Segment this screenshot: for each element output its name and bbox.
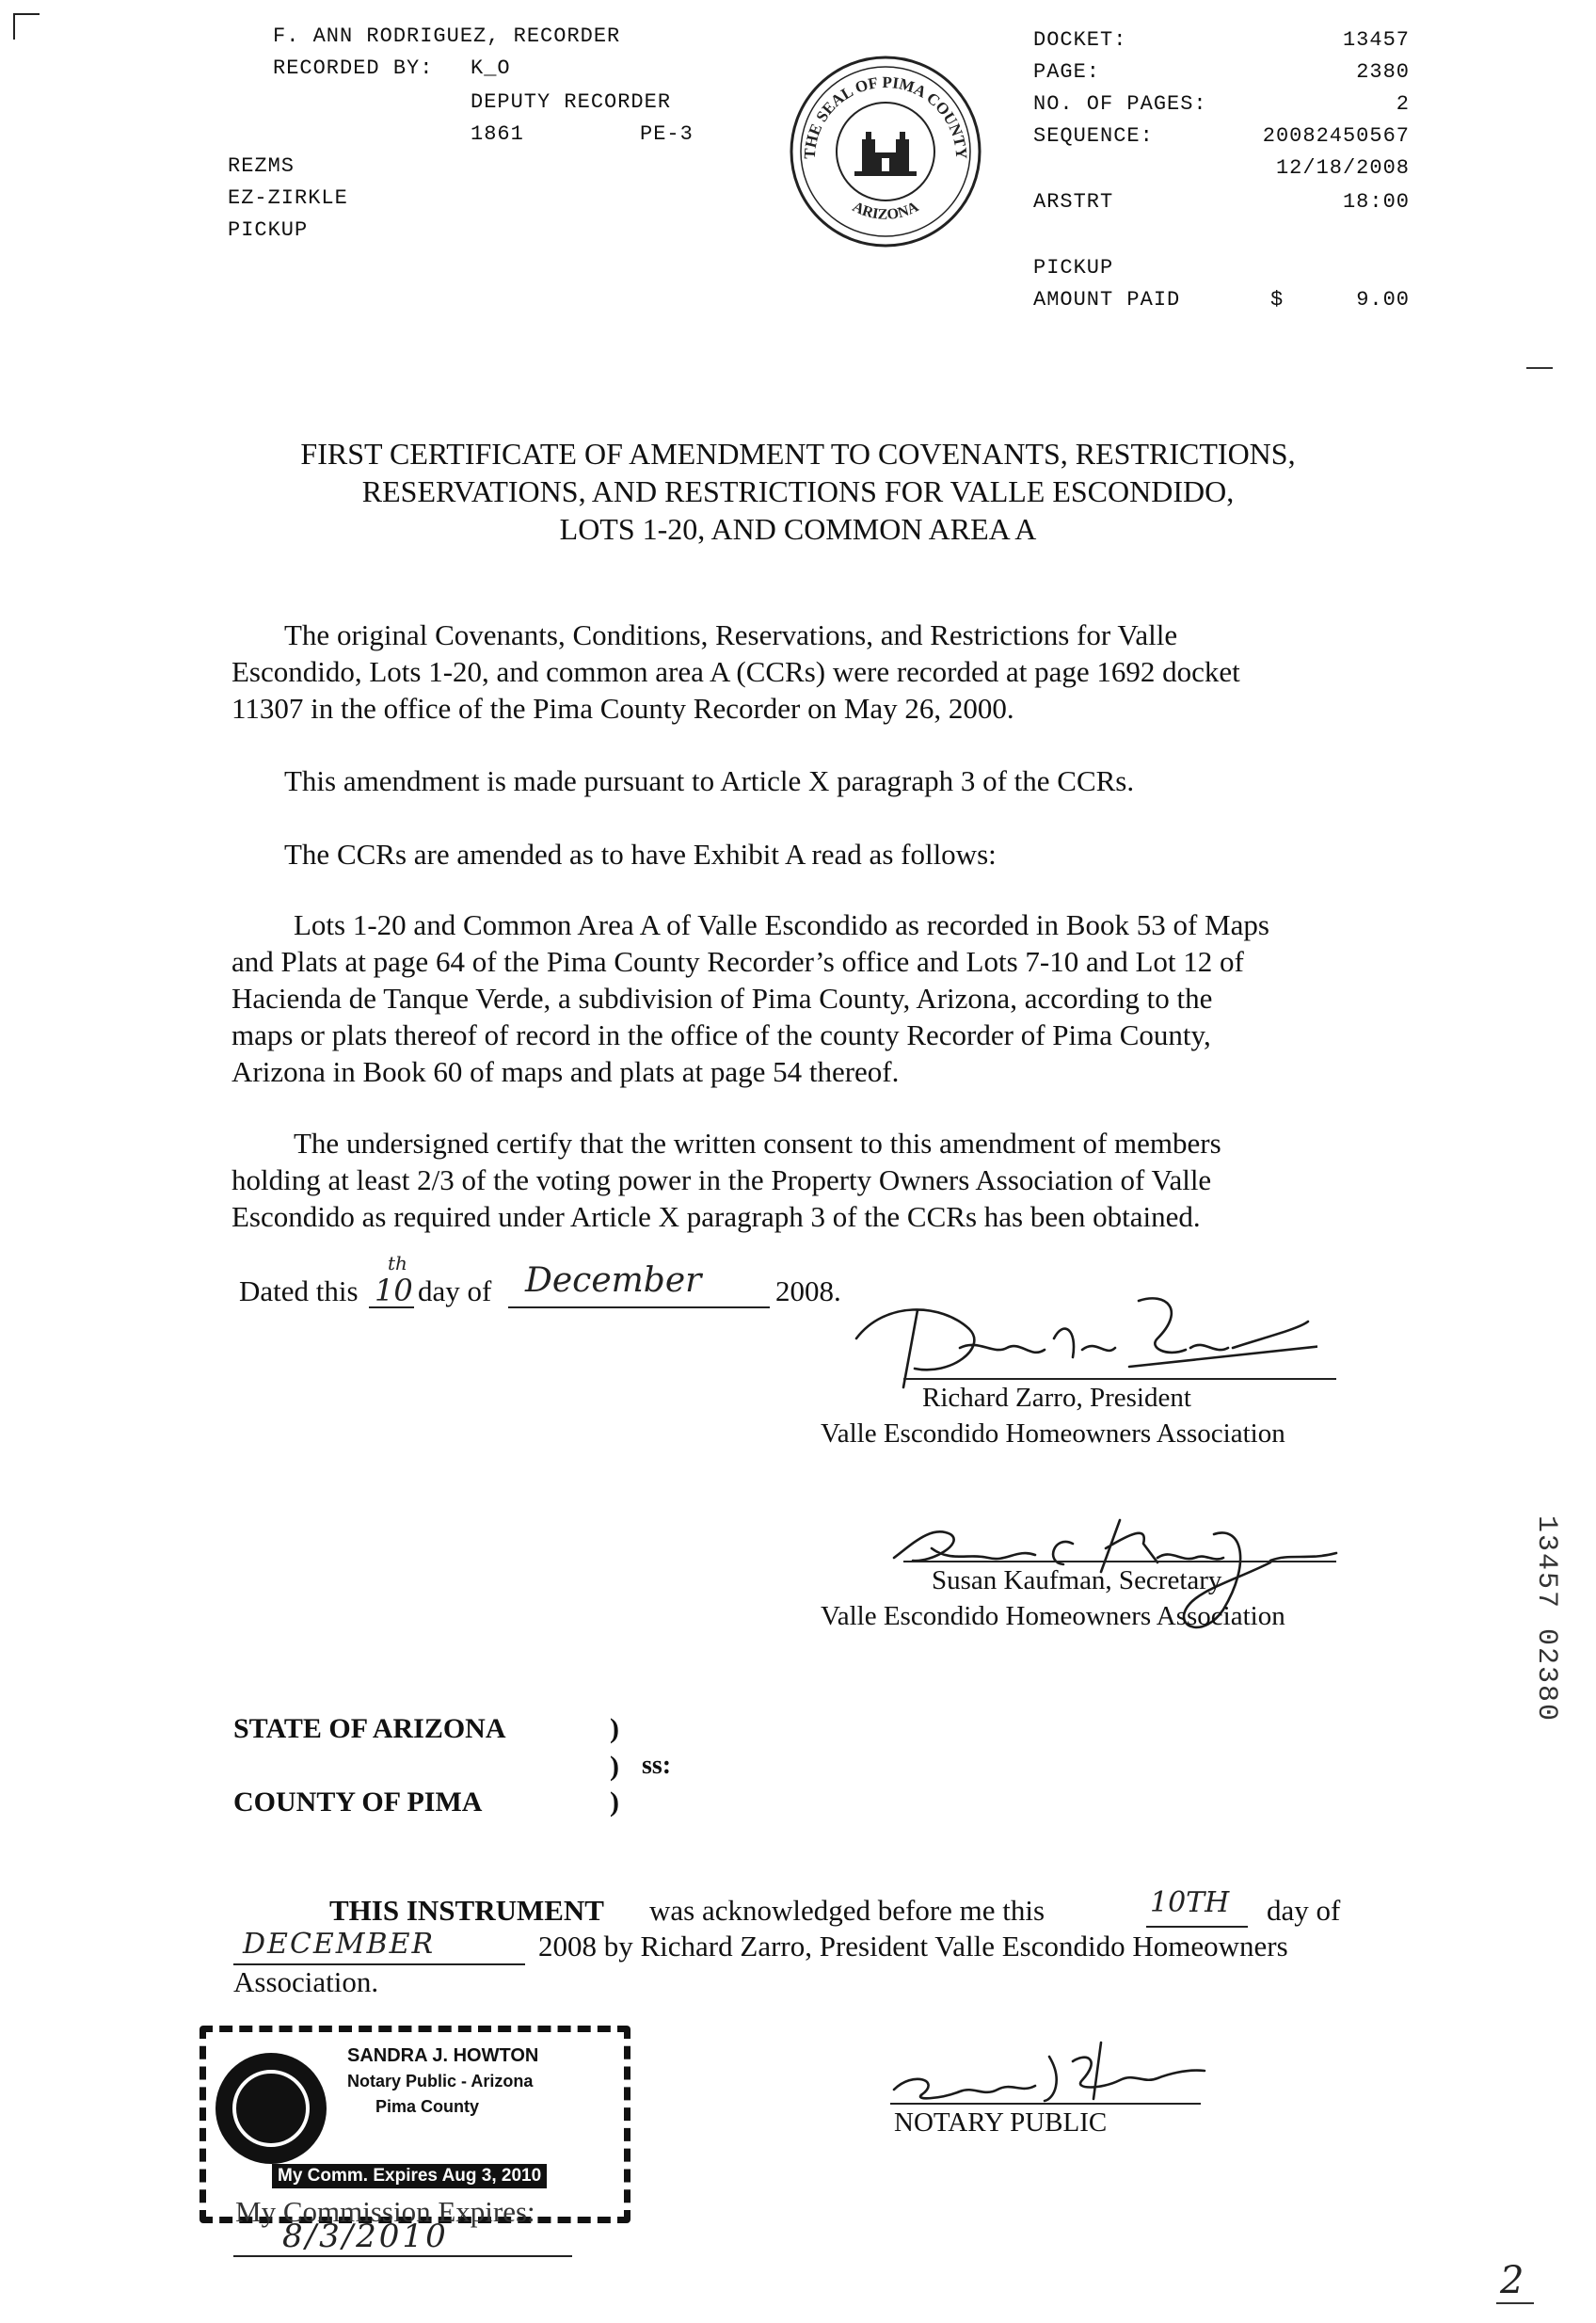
- record-date: 12/18/2008: [1275, 156, 1410, 180]
- margin-vertical-stamp: 13457 02380: [1530, 1515, 1562, 1723]
- dated-day-hand: 10: [375, 1273, 413, 1308]
- pickup-label: PICKUP: [1033, 256, 1114, 280]
- docket-value: 13457: [1342, 28, 1410, 52]
- p4-line: maps or plats thereof of record in the office of the county Recorder of Pima County,: [231, 1018, 1211, 1051]
- page-number-underline: [1496, 2302, 1534, 2304]
- left-code-2: EZ-ZIRKLE: [228, 186, 348, 210]
- commission-hand: 8/3/2010: [282, 2218, 449, 2255]
- dated-day-suffix-hand: th: [388, 1252, 407, 1274]
- notary-title: NOTARY PUBLIC: [894, 2107, 1108, 2138]
- p1-line: 11307 in the office of the Pima County Recorder on May 26, 2000.: [231, 692, 1014, 725]
- amount-label: AMOUNT PAID: [1033, 288, 1181, 312]
- p4-line: Hacienda de Tanque Verde, a subdivision of Pima County, Arizona, according to the: [231, 982, 1213, 1015]
- p5-line: The undersigned certify that the written consent to this amendment of members: [294, 1127, 1221, 1160]
- record-time: 18:00: [1342, 190, 1410, 214]
- pages-label: NO. OF PAGES:: [1033, 92, 1207, 116]
- svg-text:THE SEAL OF PIMA COUNTY: [801, 73, 970, 160]
- p4-line: Lots 1-20 and Common Area A of Valle Escondido as recorded in Book 53 of Maps: [294, 908, 1269, 941]
- code-1: 1861: [471, 122, 524, 146]
- president-name: Richard Zarro, President: [922, 1383, 1191, 1413]
- sequence-label: SEQUENCE:: [1033, 124, 1154, 148]
- stamp-line-4: My Comm. Expires Aug 3, 2010: [272, 2164, 547, 2188]
- document-title: [0, 435, 1596, 548]
- county-seal: [787, 53, 984, 250]
- venue-state: STATE OF ARIZONA: [233, 1713, 506, 1744]
- arstrt-label: ARSTRT: [1033, 190, 1114, 214]
- paragraph-1: [231, 617, 1240, 727]
- title-line-2: RESERVATIONS, AND RESTRICTIONS FOR VALLE ESCONDIDO,: [361, 474, 1235, 508]
- pages-value: 2: [1396, 92, 1410, 116]
- paragraph-2: This amendment is made pursuant to Article X paragraph 3 of the CCRs.: [284, 764, 1135, 797]
- ack-text-2: day of: [1267, 1894, 1341, 1927]
- ack-day-hand: 10TH: [1150, 1886, 1230, 1919]
- recorder-name: F. ANN RODRIGUEZ, RECORDER: [273, 24, 621, 48]
- stamp-line-3: Pima County: [375, 2097, 480, 2116]
- edge-mark: [1526, 367, 1553, 369]
- stamp-line-2: Notary Public - Arizona: [347, 2072, 534, 2091]
- stamp-name: SANDRA J. HOWTON: [347, 2045, 539, 2066]
- ack-lead: THIS INSTRUMENT: [329, 1894, 604, 1927]
- ack-text-1: was acknowledged before me this: [649, 1894, 1045, 1927]
- ack-month-hand: DECEMBER: [243, 1928, 436, 1961]
- dated-mid: day of: [418, 1274, 492, 1307]
- svg-text:ARIZONA: [850, 199, 921, 223]
- code-2: PE-3: [640, 122, 694, 146]
- dated-year: 2008.: [775, 1274, 841, 1307]
- dated-month-hand: December: [525, 1261, 702, 1300]
- amount-value: 9.00: [1356, 288, 1410, 312]
- recorded-by-value: K_O: [471, 56, 511, 80]
- commission-label: My Commission Expires:: [235, 2195, 535, 2228]
- venue-paren-3: ): [610, 1786, 619, 1818]
- ack-text-3: 2008 by Richard Zarro, President Valle Escondido Homeowners: [538, 1930, 1288, 1963]
- paragraph-3: The CCRs are amended as to have Exhibit A read as follows:: [284, 838, 997, 871]
- paragraph-5: [231, 1125, 1221, 1235]
- sequence-value: 20082450567: [1262, 124, 1410, 148]
- seal-text-bottom: ARIZONA: [850, 199, 921, 223]
- recorded-by-label: RECORDED BY:: [273, 56, 434, 80]
- notary-seal-icon: [215, 2053, 327, 2164]
- p5-line: Escondido as required under Article X paragraph 3 of the CCRs has been obtained.: [231, 1200, 1201, 1233]
- title-line-3: LOTS 1-20, AND COMMON AREA A: [559, 512, 1037, 546]
- title-line-1: FIRST CERTIFICATE OF AMENDMENT TO COVENANTS, RESTRICTIONS,: [300, 437, 1296, 471]
- p1-line: Escondido, Lots 1-20, and common area A (CCRs) were recorded at page 1692 docket: [231, 655, 1240, 688]
- page-value: 2380: [1356, 60, 1410, 84]
- commission-line: [233, 2255, 572, 2257]
- venue-paren-2: ): [610, 1751, 619, 1782]
- page-number-hand: 2: [1500, 2259, 1524, 2302]
- p4-line: Arizona in Book 60 of maps and plats at page 54 thereof.: [231, 1055, 900, 1088]
- venue-paren-1: ): [610, 1713, 619, 1744]
- p1-line: The original Covenants, Conditions, Reservations, and Restrictions for Valle: [284, 618, 1178, 651]
- secretary-org: Valle Escondido Homeowners Association: [821, 1601, 1285, 1631]
- venue-county: COUNTY OF PIMA: [233, 1786, 483, 1818]
- deputy-recorder: DEPUTY RECORDER: [471, 90, 672, 114]
- month-line: [508, 1306, 770, 1308]
- secretary-name: Susan Kaufman, Secretary: [932, 1565, 1222, 1595]
- left-code-3: PICKUP: [228, 218, 309, 242]
- p4-line: and Plats at page 64 of the Pima County Recorder’s office and Lots 7-10 and Lot 12 of: [231, 945, 1244, 978]
- amount-currency: $: [1270, 288, 1285, 312]
- paragraph-4: [231, 906, 1269, 1090]
- president-org: Valle Escondido Homeowners Association: [821, 1418, 1285, 1449]
- seal-text-top: THE SEAL OF PIMA COUNTY: [800, 72, 971, 160]
- left-code-1: REZMS: [228, 154, 295, 178]
- dated-prefix: Dated this: [239, 1274, 359, 1307]
- page-label: PAGE:: [1033, 60, 1101, 84]
- docket-label: DOCKET:: [1033, 28, 1127, 52]
- p5-line: holding at least 2/3 of the voting power in the Property Owners Association of Valle: [231, 1163, 1212, 1196]
- venue-ss: ss:: [642, 1751, 672, 1780]
- corner-mark: [13, 13, 40, 40]
- ack-text-4: Association.: [233, 1965, 379, 1998]
